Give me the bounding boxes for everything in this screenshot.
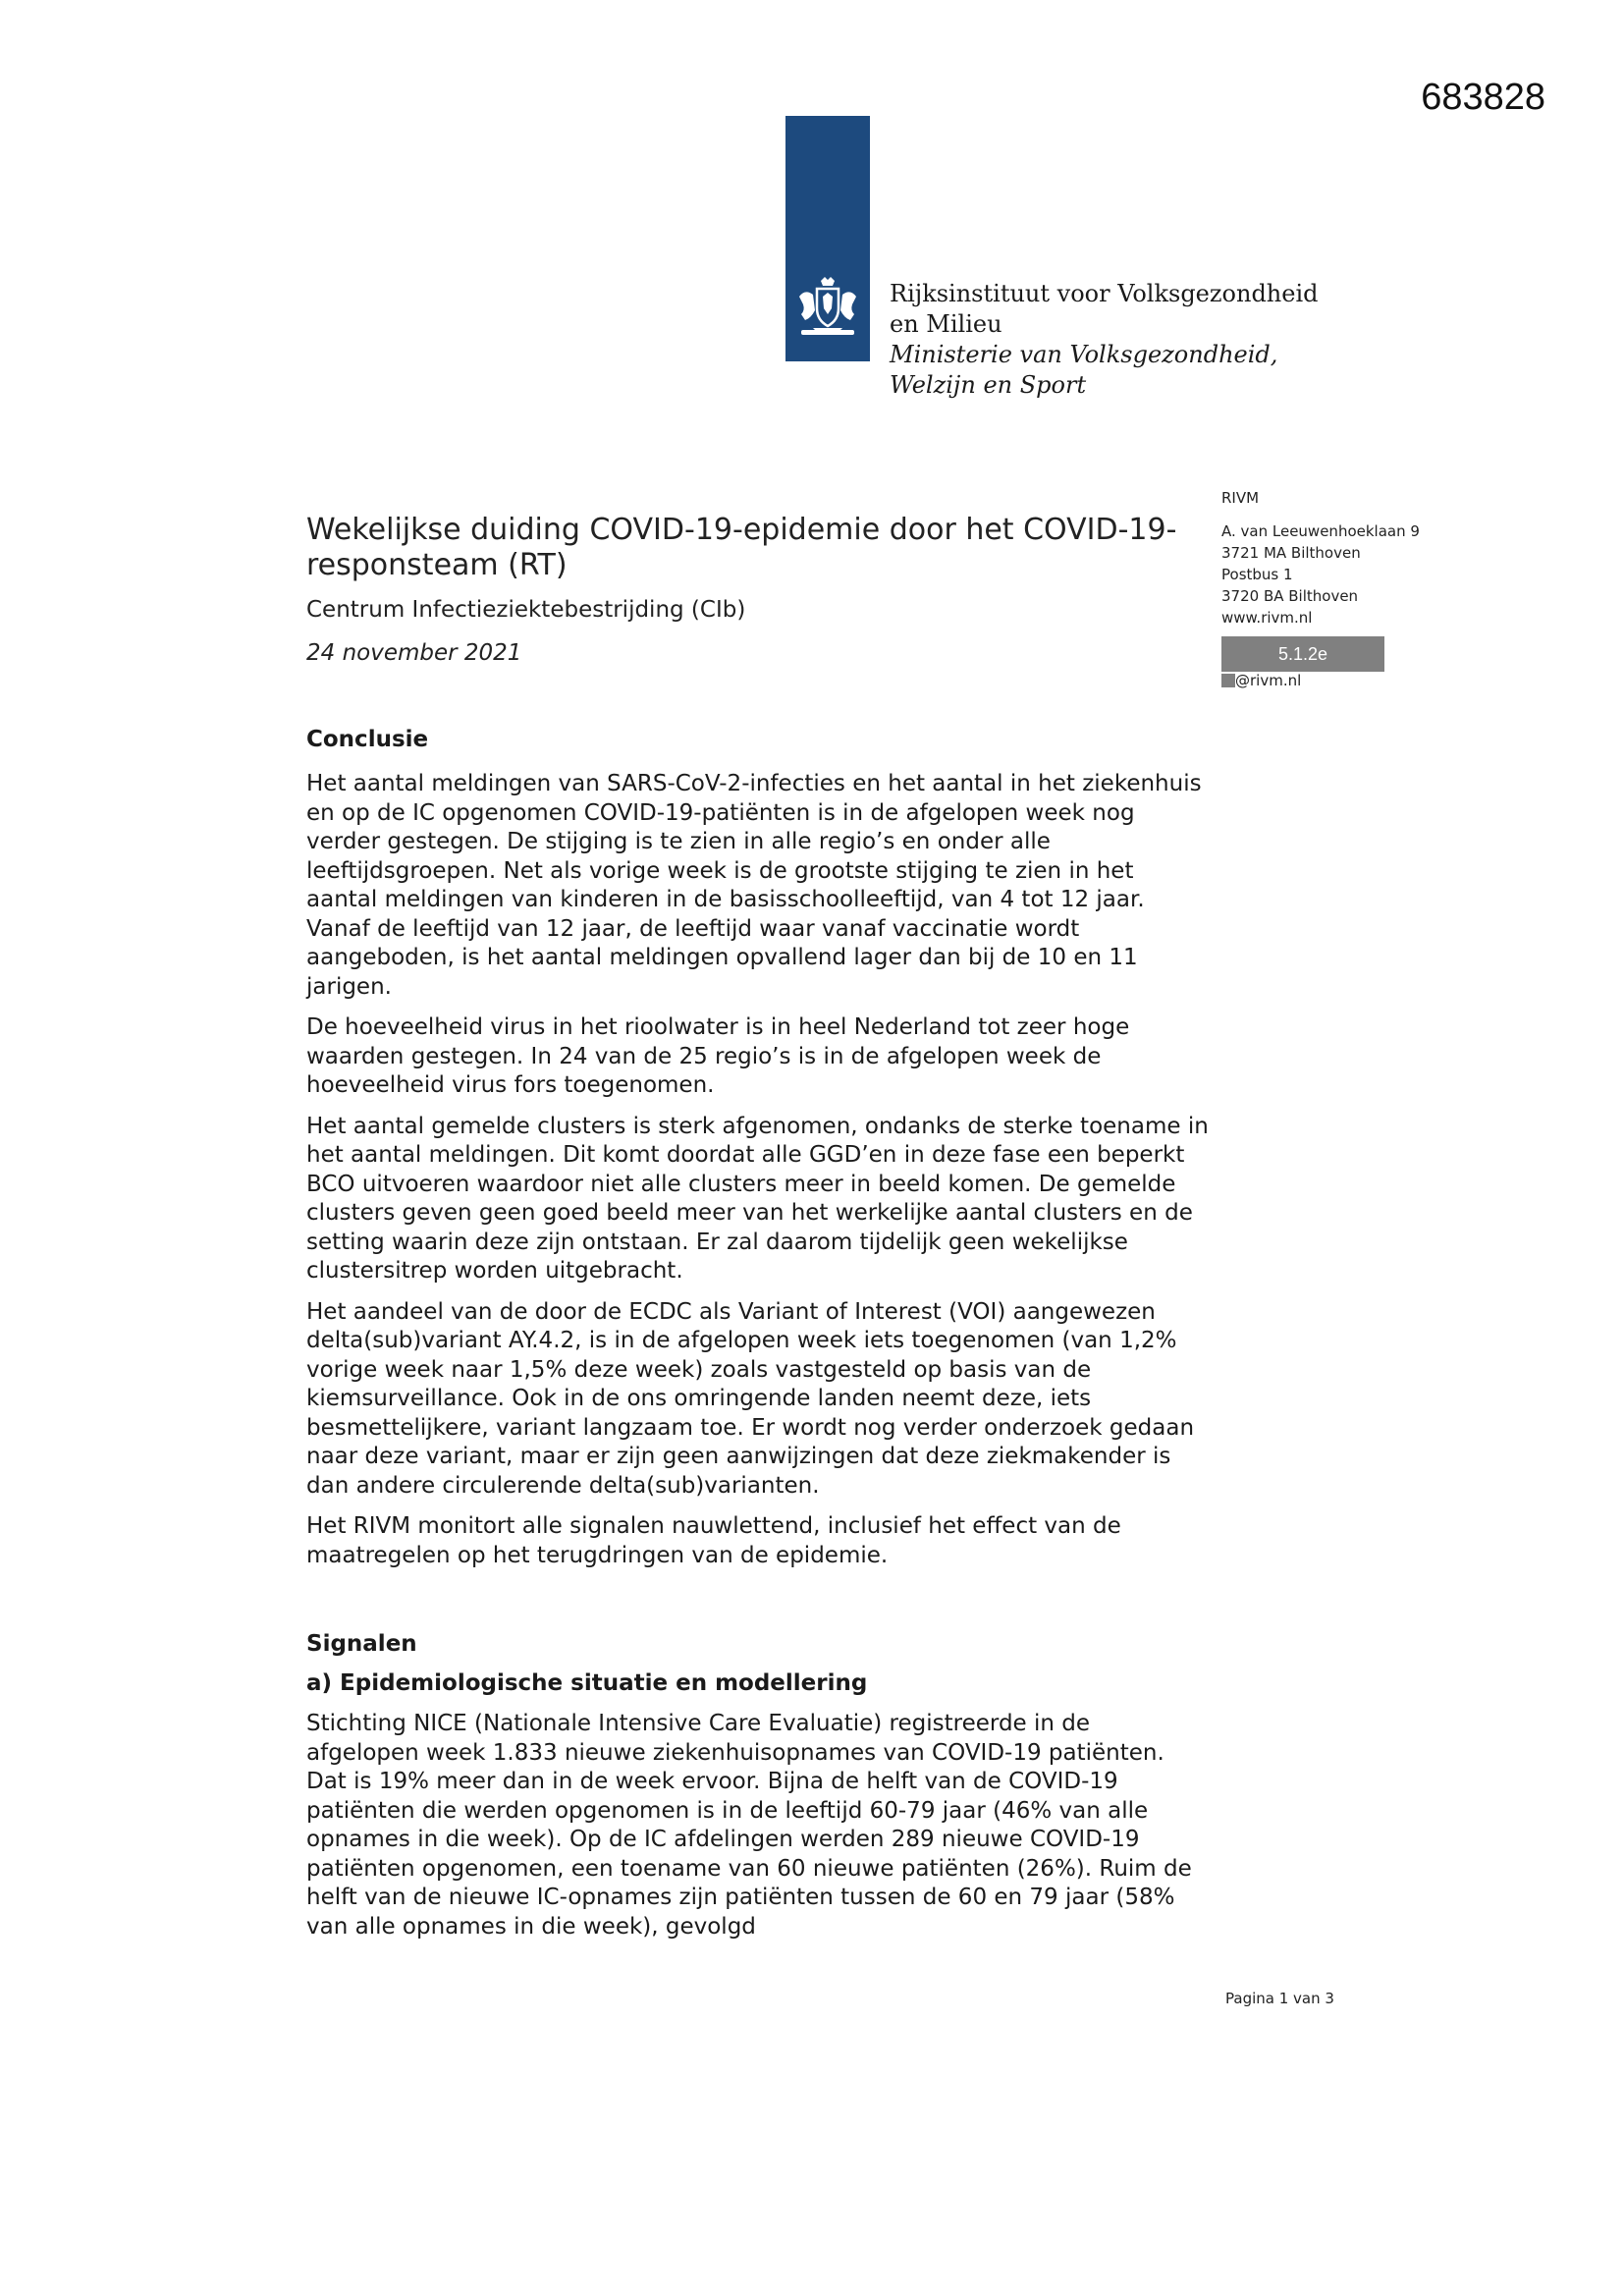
conclusie-paragraph: Het RIVM monitort alle signalen nauwlettend, inclusief het effect van de maatregelen op het terugdringen van de epidemie. (306, 1513, 1121, 1568)
signalen-paragraph: Stichting NICE (Nationale Intensive Care Evaluatie) registreerde in de afgelopen week 1.833 nieuwe ziekenhuisopnames van COVID-19 patiënten. Dat is 19% meer dan in de week ervoor. Bijna de helft van de COVID-19 patiënten die werden opgenomen is in de leeftijd 60-79 jaar (46% van alle opnames in die week). Op de IC afdelingen werden 289 nieuwe COVID-19 patiënten opgenomen, een toename van 60 nieuwe patiënten (26%). Ruim de helft van de nieuwe IC-opnames zijn patiënten tussen de 60 en 79 jaar (58% van alle opnames in die week), gevolgd (306, 1711, 1192, 1940)
logo-line-1: Rijksinstituut voor Volksgezondheid (890, 280, 1319, 307)
conclusie-paragraph: Het aantal meldingen van SARS-CoV-2-infecties en het aantal in het ziekenhuis en op de IC opgenomen COVID-19-patiënten is in de afgelopen week nog verder gestegen. De stijging is te zien in alle regio’s en onder alle leeftijdsgroepen. Net als vorige week is de grootste stijging te zien in het aantal meldingen van kinderen in de basisschoolleeftijd, van 4 tot 12 jaar. Vanaf de leeftijd van 12 jaar, de leeftijd waar vanaf vaccinatie wordt aangeboden, is het aantal meldingen opvallend lager dan bij de 10 en 11 jarigen. (306, 771, 1202, 1000)
address-line: 3721 MA Bilthoven (1221, 544, 1361, 562)
address-line: 3720 BA Bilthoven (1221, 587, 1359, 605)
document-date: 24 november 2021 (306, 640, 522, 666)
document-body (306, 725, 1210, 1941)
email-suffix: @rivm.nl (1235, 672, 1302, 689)
address-line: Postbus 1 (1221, 566, 1293, 583)
conclusie-paragraph: Het aantal gemelde clusters is sterk afgenomen, ondanks de sterke toename in het aantal meldingen. Dit komt doordat alle GGD’en in deze fase een beperkt BCO uitvoeren waardoor niet alle clusters meer in beeld komen. De gemelde clusters geven geen goed beeld meer van het werkelijke aantal clusters en de setting waarin deze zijn ontstaan. Er zal daarom tijdelijk geen wekelijkse clustersitrep worden uitgebracht. (306, 1113, 1209, 1284)
logo-line-2: en Milieu (890, 310, 1002, 338)
logo-wordmark (890, 279, 1319, 401)
page-number: Pagina 1 van 3 (1225, 1990, 1334, 2007)
sidebar-email (1221, 672, 1301, 689)
document-number: 683828 (1421, 77, 1545, 118)
sidebar-address (1221, 520, 1420, 629)
redaction-box: 5.1.2e (1221, 636, 1384, 672)
signalen-heading: Signalen (306, 1631, 417, 1657)
website-link: www.rivm.nl (1221, 609, 1313, 627)
logo-line-4: Welzijn en Sport (890, 371, 1087, 399)
redaction-mark (1221, 674, 1235, 687)
address-line: A. van Leeuwenhoeklaan 9 (1221, 522, 1420, 540)
sidebar-org: RIVM (1221, 489, 1260, 507)
document-title: Wekelijkse duiding COVID-19-epidemie door het COVID-19-responsteam (RT) (306, 513, 1177, 582)
epidemiologie-subheading: a) Epidemiologische situatie en modellering (306, 1670, 868, 1696)
conclusie-heading: Conclusie (306, 727, 429, 752)
document-subtitle: Centrum Infectieziektebestrijding (CIb) (306, 597, 746, 623)
conclusie-paragraph: Het aandeel van de door de ECDC als Variant of Interest (VOI) aangewezen delta(sub)variant AY.4.2, is in de afgelopen week iets toegenomen (van 1,2% vorige week naar 1,5% deze week) zoals vastgesteld op basis van de kiemsurveillance. Ook in de ons omringende landen neemt deze, iets besmettelijkere, variant langzaam toe. Er wordt nog verder onderzoek gedaan naar deze variant, maar er zijn geen aanwijzingen dat deze ziekmakender is dan andere circulerende delta(sub)varianten. (306, 1298, 1195, 1499)
conclusie-paragraph: De hoeveelheid virus in het rioolwater is in heel Nederland tot zeer hoge waarden gestegen. In 24 van de 25 regio’s is in de afgelopen week de hoeveelheid virus fors toegenomen. (306, 1014, 1130, 1098)
logo-bar (785, 116, 870, 361)
crest-icon (795, 275, 860, 344)
logo-line-3: Ministerie van Volksgezondheid, (890, 341, 1278, 368)
